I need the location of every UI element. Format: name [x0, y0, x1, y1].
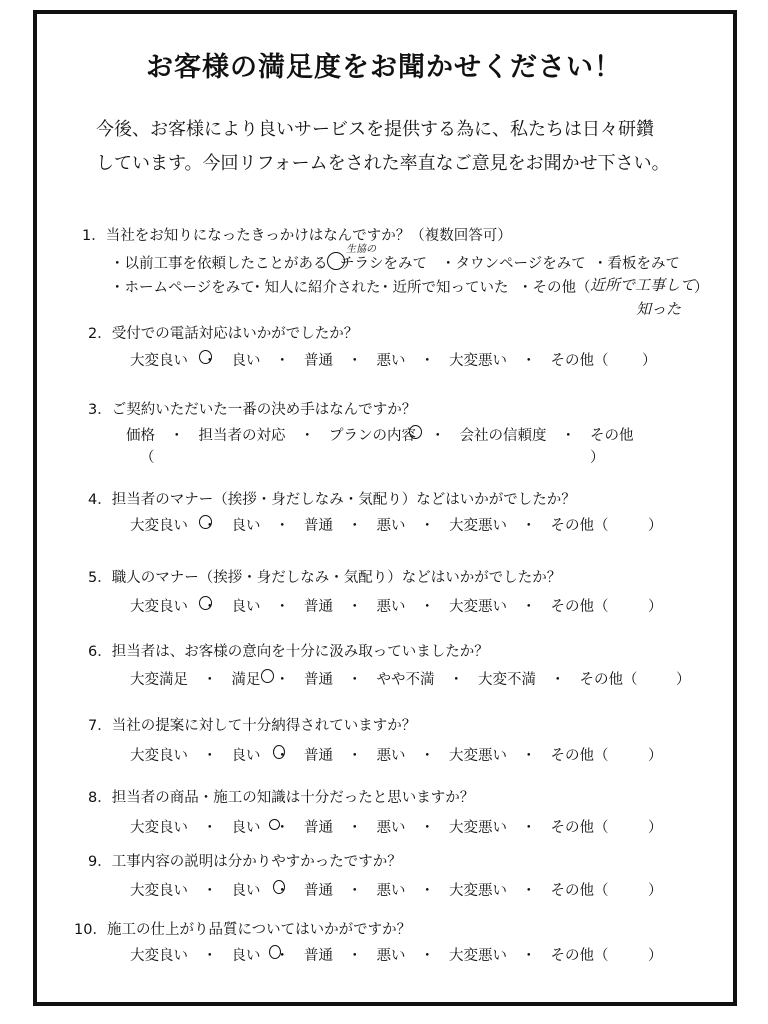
question-9: 9．工事内容の説明は分かりやすかったですか？: [88, 854, 402, 870]
selection-circle-mark: [273, 880, 285, 894]
q5-options: 大変良い ・ 良い ・ 普通 ・ 悪い ・ 大変悪い ・ その他（: [130, 599, 609, 615]
q10-options: 大変良い ・ 良い ・ 普通 ・ 悪い ・ 大変悪い ・ その他（: [130, 948, 609, 964]
q5-other-close: ）: [648, 599, 663, 615]
q1-option-townpage: ・タウンページをみて: [441, 256, 586, 272]
q1-option-other: ・その他（: [518, 280, 591, 296]
q1-option-neighborhood: ・近所で知っていた: [378, 280, 509, 296]
intro-line-1: 今後、お客様により良いサービスを提供する為に、私たちは日々研鑽: [96, 119, 654, 140]
selection-circle-mark: [269, 819, 280, 830]
q1-option-flyer: チラシをみて: [340, 256, 427, 272]
q1-option-referral: ・知人に紹介された: [250, 280, 381, 296]
question-5: 5．職人のマナー（挨拶・身だしなみ・気配り）などはいかがでしたか？: [88, 570, 562, 586]
intro-line-2: しています。今回リフォームをされた率直なご意見をお聞かせ下さい。: [96, 153, 670, 174]
handwritten-note-other-1: 近所で工事して: [590, 276, 696, 294]
q1-option-other-close: ）: [694, 280, 709, 296]
q3-other-close: ）: [590, 450, 605, 466]
q1-option-homepage: ・ホームページをみて: [110, 280, 255, 296]
q3-options: 価格 ・ 担当者の対応 ・ プランの内容 ・ 会社の信頼度 ・ その他: [126, 428, 634, 444]
selection-circle-mark: [269, 945, 281, 959]
q9-options: 大変良い ・ 良い ・ 普通 ・ 悪い ・ 大変悪い ・ その他（: [130, 883, 609, 899]
question-10: 10．施工の仕上がり品質についてはいかがですか？: [74, 922, 412, 938]
selection-circle-mark: [261, 669, 274, 683]
handwritten-note-other-2: 知った: [636, 300, 682, 318]
q1-option-previous-work: ・以前工事を依頼したことがある: [110, 256, 328, 272]
q8-other-close: ）: [648, 820, 663, 836]
question-3: 3．ご契約いただいた一番の決め手はなんですか？: [88, 402, 417, 418]
q9-other-close: ）: [648, 883, 663, 899]
q4-other-close: ）: [648, 518, 663, 534]
q6-other-close: ）: [676, 672, 691, 688]
question-8: 8．担当者の商品・施工の知識は十分だったと思いますか？: [88, 790, 475, 806]
handwritten-note-coop: 生協の: [346, 244, 376, 255]
question-1: 1．当社をお知りになったきっかけはなんですか？（複数回答可）: [82, 228, 512, 244]
q1-option-signboard: ・看板をみて: [593, 256, 680, 272]
question-2: 2．受付での電話対応はいかがでしたか？: [88, 326, 359, 342]
q6-options: 大変満足 ・ 満足 ・ 普通 ・ やや不満 ・ 大変不満 ・ その他（: [130, 672, 638, 688]
selection-circle-mark: [199, 596, 212, 610]
q2-other-close: ）: [642, 353, 657, 369]
q2-options: 大変良い ・ 良い ・ 普通 ・ 悪い ・ 大変悪い ・ その他（: [130, 353, 609, 369]
q4-options: 大変良い ・ 良い ・ 普通 ・ 悪い ・ 大変悪い ・ その他（: [130, 518, 609, 534]
q8-options: 大変良い ・ 良い ・ 普通 ・ 悪い ・ 大変悪い ・ その他（: [130, 820, 609, 836]
selection-circle-mark: [327, 252, 345, 270]
selection-circle-mark: [199, 350, 212, 364]
q10-other-close: ）: [648, 948, 663, 964]
selection-circle-mark: [409, 425, 422, 439]
question-6: 6．担当者は、お客様の意向を十分に汲み取っていましたか？: [88, 644, 489, 660]
q7-other-close: ）: [648, 748, 663, 764]
page-title: お客様の満足度をお聞かせください！: [146, 52, 622, 83]
q7-options: 大変良い ・ 良い ・ 普通 ・ 悪い ・ 大変悪い ・ その他（: [130, 748, 609, 764]
selection-circle-mark: [273, 745, 285, 759]
selection-circle-mark: [199, 515, 212, 529]
question-7: 7．当社の提案に対して十分納得されていますか？: [88, 718, 417, 734]
question-4: 4．担当者のマナー（挨拶・身だしなみ・気配り）などはいかがでしたか？: [88, 492, 576, 508]
q3-other-open: （: [140, 450, 155, 466]
